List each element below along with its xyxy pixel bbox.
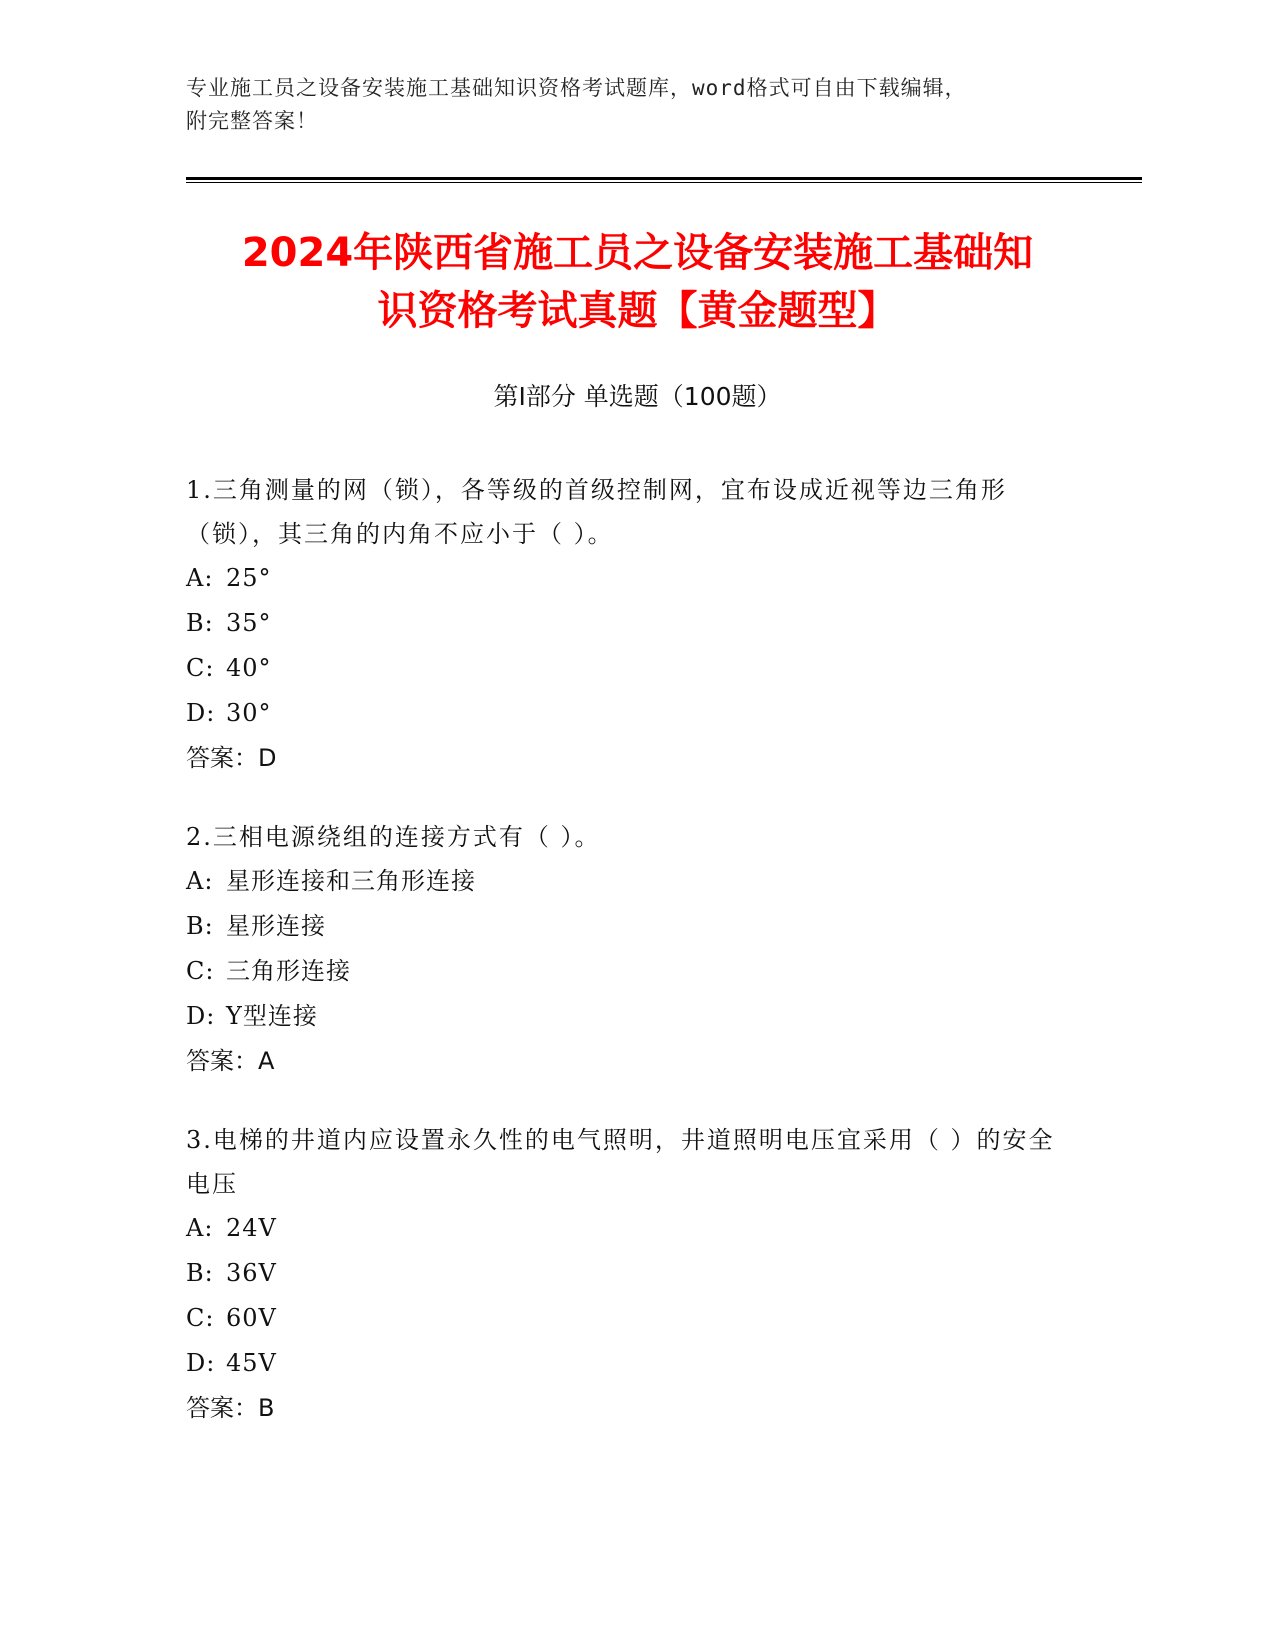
option-label: B: xyxy=(186,912,214,940)
option-label: C: xyxy=(186,957,215,985)
option-text: 星形连接 xyxy=(226,912,326,940)
question-number: 1. xyxy=(186,476,213,504)
question-body: 三角测量的网（锁），各等级的首级控制网，宜布设成近视等边三角形（锁），其三角的内角不应小于（ ）。 xyxy=(186,476,1007,548)
option-c xyxy=(186,646,1066,691)
option-a xyxy=(186,1206,1066,1251)
option-text: 35° xyxy=(226,609,272,637)
section-title: 第Ⅰ部分 单选题（100题） xyxy=(493,382,782,411)
question-body: 三相电源绕组的连接方式有（ ）。 xyxy=(212,823,601,851)
option-label: B: xyxy=(186,1259,214,1287)
header-note xyxy=(186,72,1066,138)
option-text: 40° xyxy=(226,654,272,682)
option-text: 25° xyxy=(226,564,272,592)
question-body: 电梯的井道内应设置永久性的电气照明，井道照明电压宜采用（ ）的安全电压 xyxy=(186,1126,1055,1198)
option-a xyxy=(186,556,1066,601)
answer: 答案：B xyxy=(186,1394,275,1422)
answer: 答案：A xyxy=(186,1047,275,1075)
option-text: 星形连接和三角形连接 xyxy=(226,867,476,895)
option-b xyxy=(186,601,1066,646)
option-label: B: xyxy=(186,609,214,637)
option-d xyxy=(186,994,1066,1039)
option-text: 30° xyxy=(226,699,272,727)
option-text: 60V xyxy=(226,1304,277,1332)
question-1 xyxy=(186,468,1066,780)
header-rule-thick xyxy=(186,177,1142,180)
question-text xyxy=(186,1118,1066,1206)
question-text xyxy=(186,815,1066,859)
option-text: Y型连接 xyxy=(226,1002,318,1030)
option-d xyxy=(186,691,1066,736)
document-title xyxy=(150,224,1125,340)
question-2 xyxy=(186,815,1066,1083)
question-number: 3. xyxy=(186,1126,213,1154)
option-b xyxy=(186,904,1066,949)
option-text: 45V xyxy=(226,1349,277,1377)
option-text: 36V xyxy=(226,1259,277,1287)
option-text: 三角形连接 xyxy=(226,957,351,985)
option-label: D: xyxy=(186,1349,216,1377)
option-label: C: xyxy=(186,1304,215,1332)
option-label: A: xyxy=(186,1214,214,1242)
question-list xyxy=(186,468,1066,1465)
option-label: A: xyxy=(186,867,214,895)
option-label: D: xyxy=(186,1002,216,1030)
question-number: 2. xyxy=(186,823,213,851)
question-text xyxy=(186,468,1066,556)
option-b xyxy=(186,1251,1066,1296)
document-title-line1: 2024年陕西省施工员之设备安装施工基础知 xyxy=(241,230,1034,276)
header-note-line2: 附完整答案！ xyxy=(186,109,318,133)
option-d xyxy=(186,1341,1066,1386)
question-3 xyxy=(186,1118,1066,1430)
header-note-line1: 专业施工员之设备安装施工基础知识资格考试题库，word格式可自由下载编辑， xyxy=(186,76,967,100)
header-rule-thin xyxy=(186,182,1142,183)
option-label: C: xyxy=(186,654,215,682)
document-title-line2: 识资格考试真题【黄金题型】 xyxy=(377,288,898,334)
option-a xyxy=(186,859,1066,904)
option-c xyxy=(186,1296,1066,1341)
answer: 答案：D xyxy=(186,744,277,772)
option-c xyxy=(186,949,1066,994)
option-label: A: xyxy=(186,564,214,592)
option-text: 24V xyxy=(226,1214,277,1242)
option-label: D: xyxy=(186,699,216,727)
